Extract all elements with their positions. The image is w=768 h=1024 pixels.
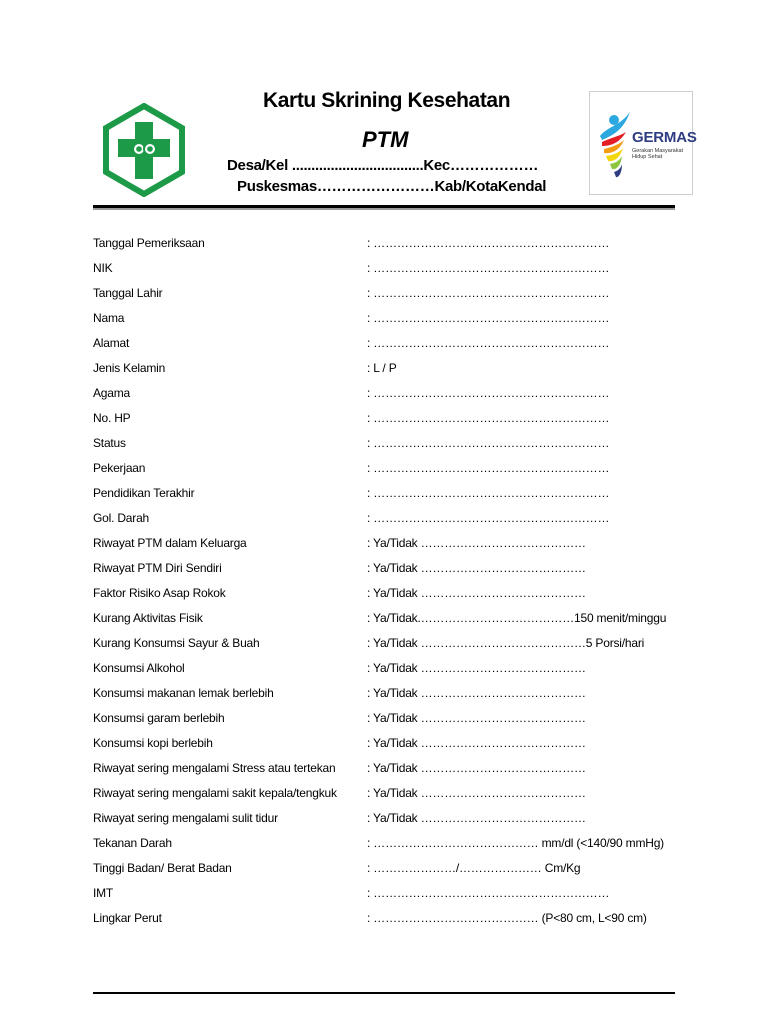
kemenkes-logo [97, 103, 191, 197]
germas-logo [589, 91, 697, 195]
field-value[interactable]: : Ya/Tidak ……………………………………5 Porsi/hari [367, 636, 645, 650]
form-field-row [93, 759, 733, 784]
form-field-row [93, 584, 733, 609]
field-label: Tekanan Darah [93, 836, 172, 850]
field-value[interactable]: : …………………………………………………… [367, 386, 610, 400]
form-field-row [93, 484, 733, 509]
field-value[interactable]: : Ya/Tidak …………………………………… [367, 711, 586, 725]
form-field-row [93, 434, 733, 459]
form-field-row [93, 609, 733, 634]
form-field-row [93, 334, 733, 359]
field-label: Konsumsi makanan lemak berlebih [93, 686, 274, 700]
form-field-row [93, 534, 733, 559]
field-value[interactable]: : …………………/………………… Cm/Kg [367, 861, 581, 875]
field-label: Kurang Aktivitas Fisik [93, 611, 203, 625]
field-label: Riwayat sering mengalami sakit kepala/tengkuk [93, 786, 337, 800]
field-label: IMT [93, 886, 114, 900]
form-field-row [93, 359, 733, 384]
field-label: Gol. Darah [93, 511, 150, 525]
field-label: Status [93, 436, 126, 450]
field-label: Kurang Konsumsi Sayur & Buah [93, 636, 260, 650]
form-field-row [93, 559, 733, 584]
form-field-row [93, 784, 733, 809]
field-value[interactable]: : …………………………………………………… [367, 261, 610, 275]
field-label: No. HP [93, 411, 131, 425]
field-value[interactable]: : …………………………………………………… [367, 311, 610, 325]
field-value[interactable]: : Ya/Tidak …………………………………… [367, 536, 586, 550]
field-value[interactable]: : L / P [367, 361, 397, 375]
field-value[interactable]: : …………………………………………………… [367, 486, 610, 500]
field-value[interactable]: : Ya/Tidak …………………………………… [367, 786, 586, 800]
field-label: Jenis Kelamin [93, 361, 166, 375]
form-field-row [93, 659, 733, 684]
field-value[interactable]: : …………………………………………………… [367, 236, 610, 250]
field-value[interactable]: : Ya/Tidak …………………………………… [367, 661, 586, 675]
field-label: Lingkar Perut [93, 911, 162, 925]
form-field-row [93, 509, 733, 534]
form-field-row [93, 284, 733, 309]
field-value[interactable]: : …………………………………… mm/dl (<140/90 mmHg) [367, 836, 664, 850]
field-label: Faktor Risiko Asap Rokok [93, 586, 226, 600]
form-field-row [93, 809, 733, 834]
field-label: Riwayat sering mengalami sulit tidur [93, 811, 278, 825]
field-label: NIK [93, 261, 113, 275]
form-field-row [93, 309, 733, 334]
field-value[interactable]: : …………………………………………………… [367, 436, 610, 450]
location-puskesmas-regency: Puskesmas……………………Kab/KotaKendal [237, 178, 547, 195]
form-field-row [93, 909, 733, 934]
field-value[interactable]: : Ya/Tidak …………………………………… [367, 811, 586, 825]
form-field-row [93, 859, 733, 884]
field-label: Pekerjaan [93, 461, 146, 475]
field-value[interactable]: : Ya/Tidak.…………………………………150 menit/minggu [367, 611, 667, 625]
field-label: Agama [93, 386, 131, 400]
field-label: Riwayat PTM Diri Sendiri [93, 561, 222, 575]
form-field-row [93, 684, 733, 709]
field-label: Nama [93, 311, 125, 325]
form-field-row [93, 834, 733, 859]
kemenkes-logo-icon [97, 103, 191, 197]
field-value[interactable]: : …………………………………………………… [367, 286, 610, 300]
field-label: Tanggal Pemeriksaan [93, 236, 205, 250]
germas-tagline: Gerakan Masyarakat Hidup Sehat [632, 148, 684, 160]
form-field-row [93, 384, 733, 409]
field-value[interactable]: : Ya/Tidak …………………………………… [367, 586, 586, 600]
field-value[interactable]: : Ya/Tidak …………………………………… [367, 686, 586, 700]
form-field-row [93, 709, 733, 734]
screening-fields [93, 234, 733, 934]
form-field-row [93, 409, 733, 434]
field-value[interactable]: : Ya/Tidak …………………………………… [367, 561, 586, 575]
location-village-district: Desa/Kel ..................................Kec……………… [227, 157, 539, 174]
field-value[interactable]: : …………………………………………………… [367, 461, 610, 475]
form-field-row [93, 634, 733, 659]
header-divider [93, 205, 675, 208]
field-label: Alamat [93, 336, 130, 350]
field-label: Konsumsi Alkohol [93, 661, 185, 675]
field-value[interactable]: : Ya/Tidak …………………………………… [367, 736, 586, 750]
field-label: Tanggal Lahir [93, 286, 163, 300]
field-value[interactable]: : …………………………………………………… [367, 336, 610, 350]
card-subtitle: PTM [362, 127, 409, 152]
field-value[interactable]: : …………………………………… (P<80 cm, L<90 cm) [367, 911, 647, 925]
footer-divider [93, 992, 675, 994]
form-field-row [93, 259, 733, 284]
field-value[interactable]: : …………………………………………………… [367, 886, 610, 900]
form-field-row [93, 884, 733, 909]
field-label: Tinggi Badan/ Berat Badan [93, 861, 232, 875]
field-label: Riwayat PTM dalam Keluarga [93, 536, 247, 550]
field-label: Konsumsi garam berlebih [93, 711, 225, 725]
germas-name: GERMAS [632, 129, 697, 146]
field-value[interactable]: : Ya/Tidak …………………………………… [367, 761, 586, 775]
form-field-row [93, 234, 733, 259]
field-label: Konsumsi kopi berlebih [93, 736, 213, 750]
form-field-row [93, 459, 733, 484]
field-label: Riwayat sering mengalami Stress atau tertekan [93, 761, 336, 775]
field-label: Pendidikan Terakhir [93, 486, 195, 500]
field-value[interactable]: : …………………………………………………… [367, 411, 610, 425]
card-title: Kartu Skrining Kesehatan [263, 89, 511, 112]
form-field-row [93, 734, 733, 759]
field-value[interactable]: : …………………………………………………… [367, 511, 610, 525]
